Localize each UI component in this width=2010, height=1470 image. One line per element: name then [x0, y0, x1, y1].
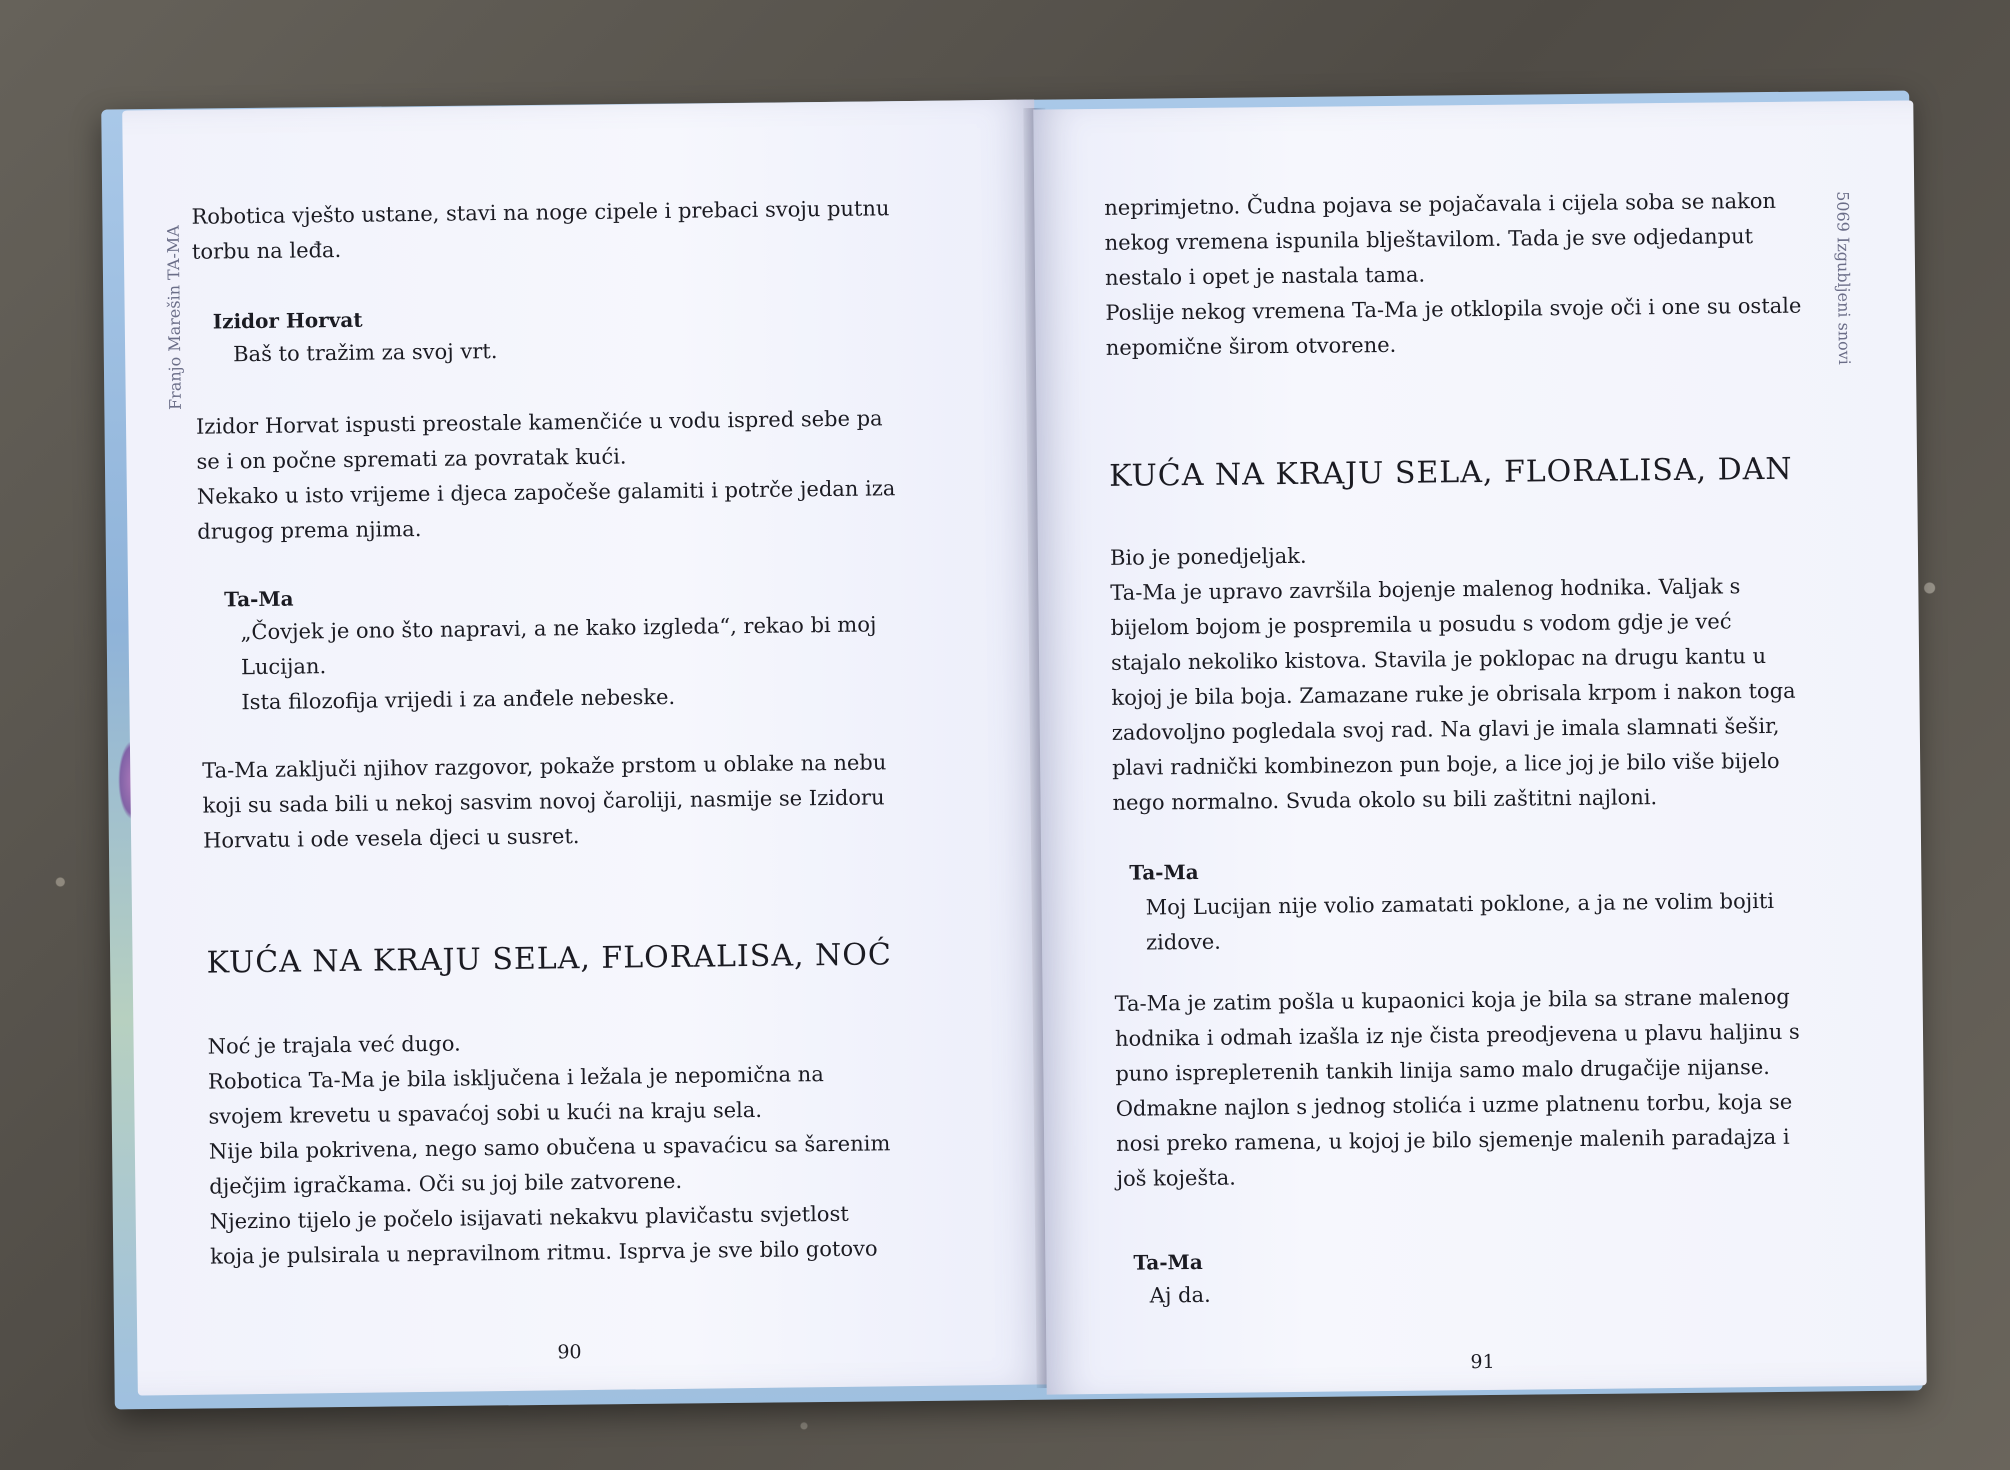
text-line: „Čovjek je ono što napravi, a ne kako izgleda“, rekao bi moj — [240, 612, 877, 645]
section-heading-night: KUĆA NA KRAJU SELA, FLORALISA, NOĆ — [206, 937, 893, 981]
text-line: Robotica vješto ustane, stavi na noge cipele i prebaci svoju putnu — [191, 196, 890, 229]
text-line: Ista filozofija vrijedi i za anđele nebeske. — [241, 684, 676, 715]
text-line: Horvatu i ode vesela djeci u susret. — [202, 824, 580, 853]
text-line: Noć je trajala već dugo. — [207, 1031, 461, 1059]
text-line: stajalo nekoliko kistova. Stavila je poklopac na drugu kantu u — [1110, 644, 1767, 675]
section-heading-day: KUĆA NA KRAJU SELA, FLORALISA, DAN — [1108, 451, 1793, 494]
text-line: puno ispreplетenih tankih linija samo malo drugačije nijanse. — [1115, 1054, 1771, 1086]
text-line: nego normalno. Svuda okolo su bili zaštitni najloni. — [1112, 785, 1658, 815]
left-paragraph-3 — [202, 745, 887, 858]
left-paragraph-4 — [207, 1021, 891, 1274]
text-line: Ta-Ma je zatim pošla u kupaonici koja je bila sa strane malenog — [1114, 984, 1790, 1016]
text-line: Nije bila pokrivena, nego samo obučena u spavaćicu sa šarenim — [208, 1131, 891, 1164]
dialogue-line: Aj da. — [1149, 1282, 1211, 1308]
speaker-label: Ta-Ma — [1133, 1249, 1203, 1275]
text-line: Ta-Ma je upravo završila bojenje malenog hodnika. Valjak s — [1110, 574, 1741, 605]
page-number-right: 91 — [1470, 1350, 1495, 1374]
right-page — [1033, 100, 1926, 1394]
text-line: plavi radnički kombinezon pun boje, a lice joj je bilo više bijelo — [1112, 748, 1780, 780]
page-number-left: 90 — [557, 1341, 582, 1364]
right-paragraph-2 — [1110, 534, 1797, 821]
speaker-label: Ta-Ma — [224, 586, 294, 612]
text-line: drugog prema njima. — [197, 516, 422, 544]
text-line: Bio je ponedjeljak. — [1109, 543, 1307, 570]
text-line: svojem krevetu u spavaćoj sobi u kući na kraju sela. — [208, 1097, 763, 1129]
text-line: koja je pulsirala u nepravilnom ritmu. Isprva je sve bilo gotovo — [210, 1236, 878, 1269]
right-running-head: 5069 Izgubljeni snovi — [1833, 191, 1855, 365]
text-line: zadovoljno pogledala svoj rad. Na glavi je imala slamnati šešir, — [1111, 713, 1780, 745]
text-line: nosi preko ramena, u kojoj je bilo sjemenje malenih paradajza i — [1116, 1124, 1790, 1156]
left-page — [122, 99, 1050, 1395]
text-line: zidove. — [1145, 929, 1221, 955]
speaker-label: Izidor Horvat — [212, 307, 363, 334]
text-line: nepomične širom otvorene. — [1105, 332, 1397, 360]
text-line: Moj Lucijan nije volio zamatati poklone, a ja ne volim bojiti — [1145, 888, 1775, 920]
text-line: Nekako u isto vrijeme i djeca započeše galamiti i potrče jedan iza — [196, 476, 896, 509]
text-line: Poslije nekog vremena Ta-Ma je otklopila svoje oči i one su ostale — [1105, 293, 1802, 325]
text-line: još koješta. — [1116, 1165, 1236, 1191]
text-line: Njezino tijelo je počelo isijavati nekakvu plavičastu svjetlost — [209, 1201, 849, 1234]
text-line: Lucijan. — [240, 654, 327, 680]
right-paragraph-1 — [1104, 184, 1802, 366]
text-line: nekog vremena ispunila blještavilom. Tada je sve odjedanput — [1104, 224, 1754, 255]
text-line: dječjim igračkama. Oči su joj bile zatvorene. — [209, 1168, 683, 1199]
text-line: kojoj je bila boja. Zamazane ruke je obrisala krpom i nakon toga — [1111, 678, 1796, 710]
left-paragraph-2 — [196, 401, 896, 550]
text-line: koji su sada bili u nekoj sasvim novoj čaroliji, nasmije se Izidoru — [202, 785, 885, 818]
speaker-label: Ta-Ma — [1129, 859, 1199, 885]
dialogue-lines — [240, 607, 877, 720]
text-line: bijelom bojom je pospremila u posudu s vodom gdje je već — [1110, 609, 1732, 640]
text-line: torbu na leđa. — [191, 237, 342, 264]
text-line: se i on počne spremati za povratak kući. — [196, 444, 627, 474]
text-line: nestalo i opet je nastala tama. — [1104, 262, 1426, 290]
left-running-head: Franjo Marešin TA-MA — [163, 225, 185, 411]
dialogue-lines — [1145, 884, 1774, 961]
dialogue-line: Baš to tražim za svoj vrt. — [233, 339, 498, 367]
left-paragraph-1 — [191, 191, 890, 270]
text-line: Odmakne najlon s jednog stolića i uzme platnenu torbu, koja se — [1115, 1089, 1793, 1121]
text-line: Izidor Horvat ispusti preostale kamenčiće u vodu ispred sebe pa — [195, 406, 883, 439]
text-line: Robotica Ta-Ma je bila isključena i ležala je nepomična na — [207, 1062, 824, 1094]
text-line: hodnika i odmah izašla iz nje čista preodjevena u plavu haljinu s — [1114, 1019, 1800, 1051]
right-paragraph-3 — [1114, 980, 1801, 1197]
text-line: Ta-Ma zaključi njihov razgovor, pokaže prstom u oblake na nebu — [202, 750, 887, 783]
text-line: neprimjetno. Čudna pojava se pojačavala i cijela soba se nakon — [1104, 188, 1777, 220]
